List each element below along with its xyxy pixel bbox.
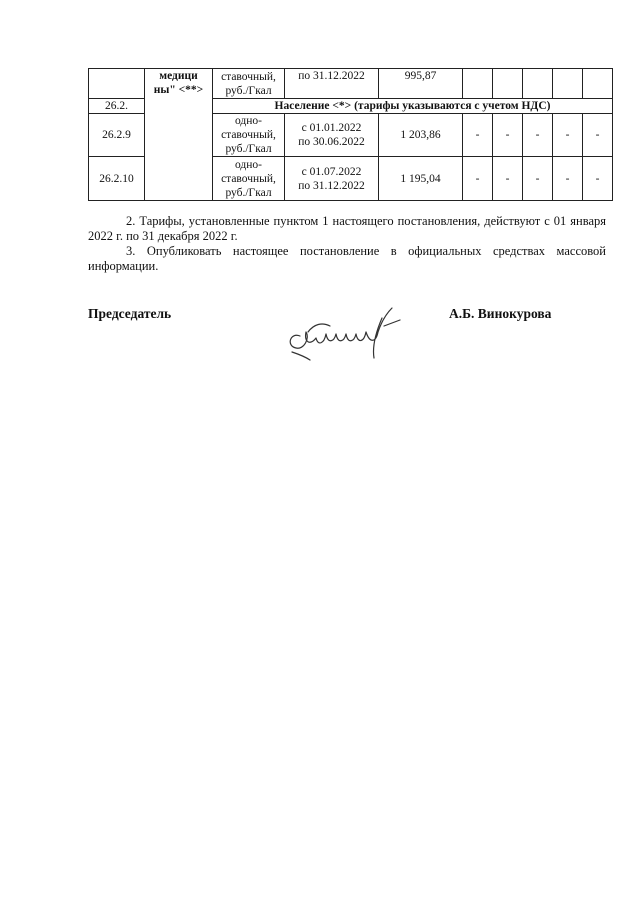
value-cell: 995,87 [379,69,463,99]
group-title-cell: Население <*> (тарифы указываются с учетом НДС) [213,99,613,114]
group-name-cell: медици ны" <**> [145,69,213,201]
paragraph-2: 2. Тарифы, установленные пунктом 1 настоящего постановления, действуют с 01 января 2022 г. по 31 декабря 2022 г. [88,214,606,243]
group-number-cell: 26.2. [89,99,145,114]
unit-cell: одно-ставочный, руб./Гкал [213,157,285,201]
period-to: по 30.06.2022 [298,136,365,148]
dash-cell: - [493,157,523,201]
dash-cell: - [523,114,553,157]
value-cell: 1 203,86 [379,114,463,157]
period-cell [285,114,379,157]
dash-cell: - [463,114,493,157]
period-cell [285,157,379,201]
dash-cell: - [553,157,583,201]
period-from: с 01.07.2022 [301,165,362,178]
tariff-table [88,68,613,201]
row-number-cell: 26.2.9 [89,114,145,157]
unit-cell: ставочный, руб./Гкал [213,69,285,99]
dash-cell: - [583,157,613,201]
handwritten-signature [280,302,410,364]
dash-cell: - [493,114,523,157]
period-from: с 01.01.2022 [301,122,362,134]
unit-cell: одно-ставочный, руб./Гкал [213,114,285,157]
row-number-cell: 26.2.10 [89,157,145,201]
dash-cell: - [463,157,493,201]
row-number-cell [89,69,145,99]
table-row [89,69,613,99]
dash-cell: - [553,114,583,157]
period-to: по 31.12.2022 [298,179,365,192]
paragraph-3: 3. Опубликовать настоящее постановление в официальных средствах массовой информации. [88,244,606,273]
dash-cell: - [523,157,553,201]
signatory-name: А.Б. Винокурова [449,306,552,321]
period-cell: по 31.12.2022 [285,69,379,99]
signatory-title: Председатель [88,306,172,321]
dash-cell: - [583,114,613,157]
value-cell: 1 195,04 [379,157,463,201]
